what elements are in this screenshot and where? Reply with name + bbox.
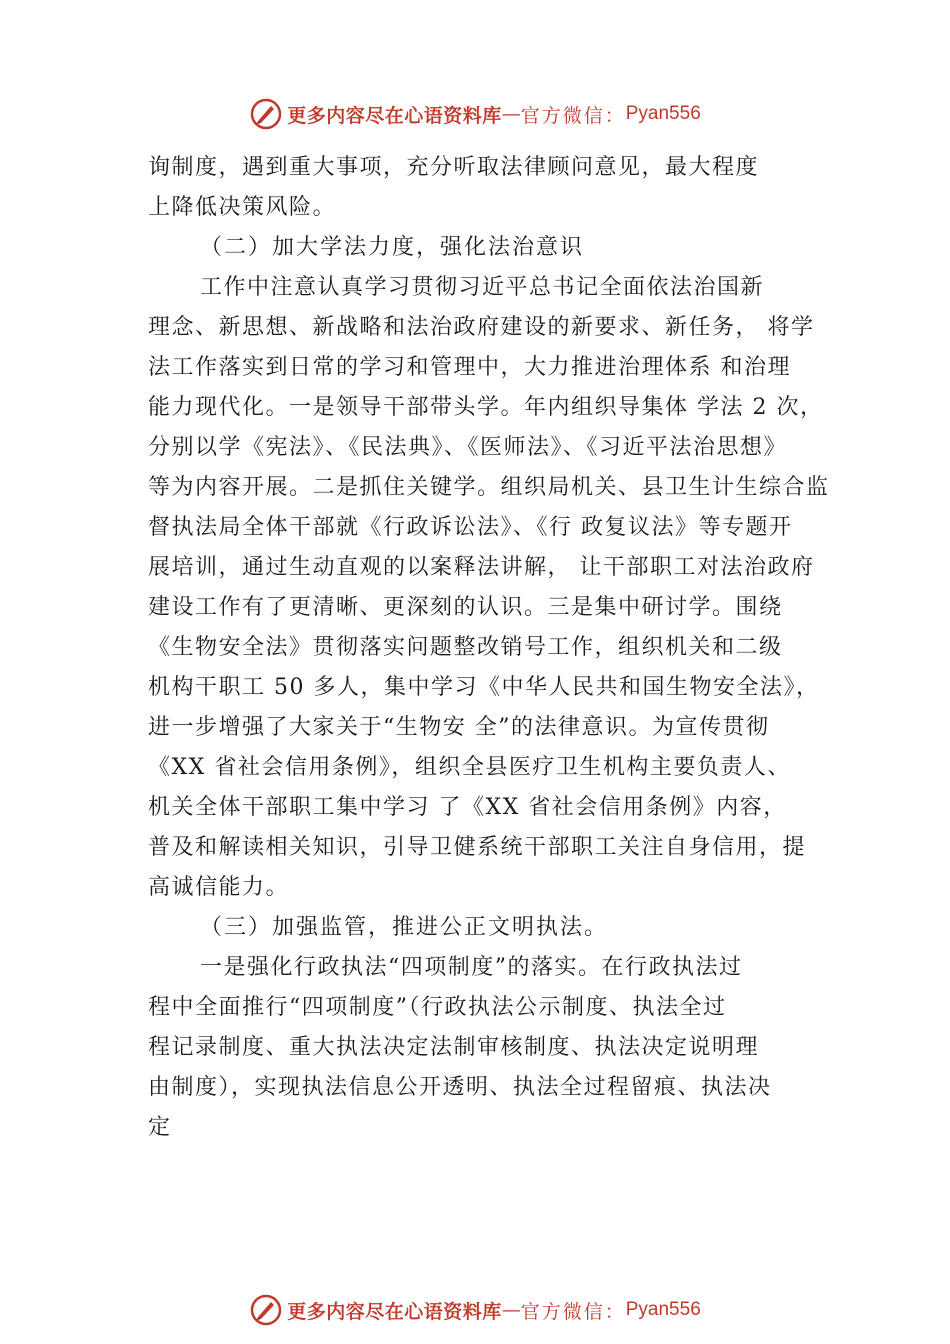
body-line: 由制度），实现执法信息公开透明、执法全过程留痕、执法决 xyxy=(148,1075,772,1100)
brand-name: 更多内容尽在心语资料库 xyxy=(287,1300,502,1323)
body-line: 机构干职工 50 多人，集中学习《中华人民共和国生物安全法》， xyxy=(148,675,820,700)
body-line: 展培训，通过生动直观的以案释法讲解， 让干部职工对法治政府 xyxy=(148,555,815,580)
body-line: 进一步增强了大家关于“生物安 全”的法律意识。为宣传贯彻 xyxy=(148,715,770,740)
body-line: 理念、新思想、新战略和法治政府建设的新要求、新任务， 将学 xyxy=(148,315,815,340)
paragraph-start: 工作中注意认真学习贯彻习近平总书记全面依法治国新 xyxy=(200,275,765,300)
brand-name: 更多内容尽在心语资料库 xyxy=(287,104,502,127)
footer-banner xyxy=(0,1290,950,1330)
brand-logo-icon xyxy=(249,97,283,131)
body-line: 上降低决策风险。 xyxy=(148,195,337,220)
body-line: 《XX 省社会信用条例》，组织全县医疗卫生机构主要负责人、 xyxy=(148,755,791,780)
body-line: 程中全面推行“四项制度”（行政执法公示制度、执法全过 xyxy=(148,995,727,1020)
document-body xyxy=(148,148,838,1148)
body-line: 分别以学《宪法》、《民法典》、《医师法》、《习近平法治思想》 xyxy=(148,435,788,460)
body-line: 定 xyxy=(148,1115,172,1140)
wechat-label: 官方微信： xyxy=(520,104,626,127)
header-banner xyxy=(0,94,950,134)
body-line: 建设工作有了更清晰、更深刻的认识。三是集中研讨学。围绕 xyxy=(148,595,783,620)
body-line: 高诚信能力。 xyxy=(148,875,290,900)
brand-separator: — xyxy=(501,103,521,125)
body-line: 督执法局全体干部就《行政诉讼法》、《行 政复议法》等专题开 xyxy=(148,515,793,540)
brand-separator: — xyxy=(501,1299,521,1321)
section-heading-2: （二）加大学法力度，强化法治意识 xyxy=(200,235,585,260)
wechat-id: Pyan556 xyxy=(625,1299,701,1320)
paragraph-start: 一是强化行政执法“四项制度”的落实。在行政执法过 xyxy=(200,955,743,980)
section-heading-3: （三）加强监管，推进公正文明执法。 xyxy=(200,915,609,940)
body-line: 能力现代化。一是领导干部带头学。年内组织导集体 学法 2 次， xyxy=(148,395,824,420)
body-line: 程记录制度、重大执法决定法制审核制度、执法决定说明理 xyxy=(148,1035,760,1060)
wechat-label: 官方微信： xyxy=(520,1300,626,1323)
body-line: 机关全体干部职工集中学习 了《XX 省社会信用条例》内容， xyxy=(148,795,787,820)
body-line: 等为内容开展。二是抓住关键学。组织局机关、县卫生计生综合监 xyxy=(148,475,830,500)
wechat-id: Pyan556 xyxy=(625,103,701,124)
body-line: 普及和解读相关知识，引导卫健系统干部职工关注自身信用，提 xyxy=(148,835,807,860)
brand-logo-icon xyxy=(249,1293,283,1327)
body-line: 询制度，遇到重大事项，充分听取法律顾问意见，最大程度 xyxy=(148,155,760,180)
body-line: 法工作落实到日常的学习和管理中，大力推进治理体系 和治理 xyxy=(148,355,791,380)
body-line: 《生物安全法》贯彻落实问题整改销号工作，组织机关和二级 xyxy=(148,635,783,660)
